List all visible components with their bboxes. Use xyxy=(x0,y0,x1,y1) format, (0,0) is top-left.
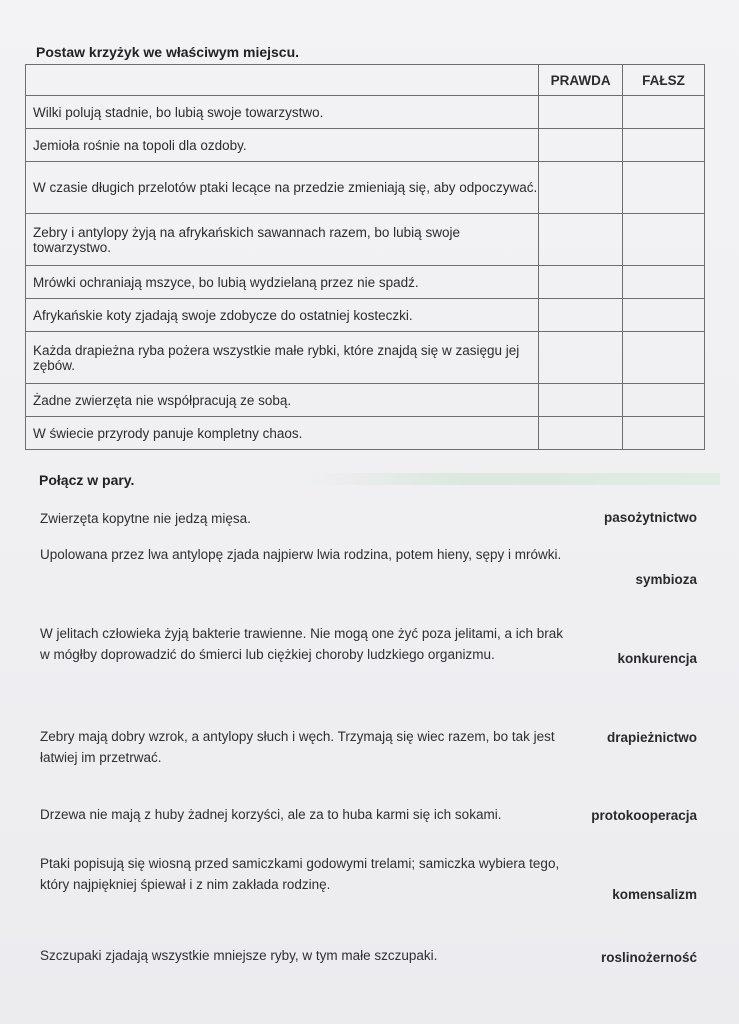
prawda-checkbox[interactable] xyxy=(539,162,623,214)
table-row xyxy=(26,129,705,162)
table-header-row xyxy=(26,65,705,96)
pair-term: komensalizm xyxy=(612,887,697,902)
pair-description: Zebry mają dobry wzrok, a antylopy słuch i węch. Trzymają się wiec razem, bo tak jest łatwiej im przetrwać. xyxy=(40,729,555,765)
pair-description: Szczupaki zjadają wszystkie mniejsze ryby, w tym małe szczupaki. xyxy=(40,948,438,963)
statement-text: W świecie przyrody panuje kompletny chaos. xyxy=(26,417,539,450)
table-row xyxy=(26,96,705,129)
falsz-checkbox[interactable] xyxy=(623,299,705,332)
true-false-table xyxy=(25,64,705,450)
pair-term: roslinożerność xyxy=(600,950,697,965)
prawda-checkbox[interactable] xyxy=(539,332,623,384)
pair-term: drapieżnictwo xyxy=(606,730,697,745)
statement-text: Afrykańskie koty zjadają swoje zdobycze do ostatniej kosteczki. xyxy=(26,299,539,332)
falsz-checkbox[interactable] xyxy=(623,266,705,299)
statement-text: Jemioła rośnie na topoli dla ozdoby. xyxy=(26,129,539,162)
decorative-band xyxy=(300,473,720,485)
prawda-checkbox[interactable] xyxy=(539,384,623,417)
prawda-checkbox[interactable] xyxy=(539,96,623,129)
table-row xyxy=(26,266,705,299)
section2-title: Połącz w pary. xyxy=(39,472,135,488)
falsz-checkbox[interactable] xyxy=(623,384,705,417)
statement-text: Zebry i antylopy żyją na afrykańskich sawannach razem, bo lubią swoje towarzystwo. xyxy=(26,214,539,266)
section1-title: Postaw krzyżyk we właściwym miejscu. xyxy=(36,44,300,60)
table-row xyxy=(26,299,705,332)
statement-text: Żadne zwierzęta nie współpracują ze sobą. xyxy=(26,384,539,417)
falsz-checkbox[interactable] xyxy=(623,214,705,266)
table-row xyxy=(26,332,705,384)
statement-text: W czasie długich przelotów ptaki lecące na przedzie zmieniają się, aby odpoczywać. xyxy=(26,162,539,214)
header-prawda: PRAWDA xyxy=(539,65,623,96)
prawda-checkbox[interactable] xyxy=(539,129,623,162)
pair-term: protokooperacja xyxy=(591,808,697,823)
table-row xyxy=(26,417,705,450)
table-row xyxy=(26,162,705,214)
falsz-checkbox[interactable] xyxy=(623,96,705,129)
table-row xyxy=(26,214,705,266)
pair-term: symbioza xyxy=(635,572,697,587)
prawda-checkbox[interactable] xyxy=(539,299,623,332)
prawda-checkbox[interactable] xyxy=(539,214,623,266)
pair-term: konkurencja xyxy=(617,651,697,666)
statement-text: Wilki polują stadnie, bo lubią swoje towarzystwo. xyxy=(26,96,539,129)
prawda-checkbox[interactable] xyxy=(539,417,623,450)
pair-description: Upolowana przez lwa antylopę zjada najpierw lwia rodzina, potem hieny, sępy i mrówki. xyxy=(40,547,562,562)
statement-text: Mrówki ochraniają mszyce, bo lubią wydzielaną przez nie spadź. xyxy=(26,266,539,299)
table-row xyxy=(26,384,705,417)
falsz-checkbox[interactable] xyxy=(623,332,705,384)
header-empty-cell xyxy=(26,65,539,96)
header-falsz: FAŁSZ xyxy=(623,65,705,96)
statement-text: Każda drapieżna ryba pożera wszystkie małe rybki, które znajdą się w zasięgu jej zębów. xyxy=(26,332,539,384)
pair-description: Ptaki popisują się wiosną przed samiczkami godowymi trelami; samiczka wybiera tego, który najpiękniej śpiewał i z nim zakłada rodzinę. xyxy=(40,856,560,892)
pair-term: pasożytnictwo xyxy=(603,510,697,525)
pair-description: Drzewa nie mają z huby żadnej korzyści, ale za to huba karmi się ich sokami. xyxy=(40,807,502,822)
falsz-checkbox[interactable] xyxy=(623,417,705,450)
pair-description: W jelitach człowieka żyją bakterie trawienne. Nie mogą one żyć poza jelitami, a ich brak w mógłby doprowadzić do śmierci lub ciężkiej choroby ludzkiego organizmu. xyxy=(40,626,563,662)
pair-description: Zwierzęta kopytne nie jedzą mięsa. xyxy=(40,511,251,526)
falsz-checkbox[interactable] xyxy=(623,162,705,214)
prawda-checkbox[interactable] xyxy=(539,266,623,299)
falsz-checkbox[interactable] xyxy=(623,129,705,162)
